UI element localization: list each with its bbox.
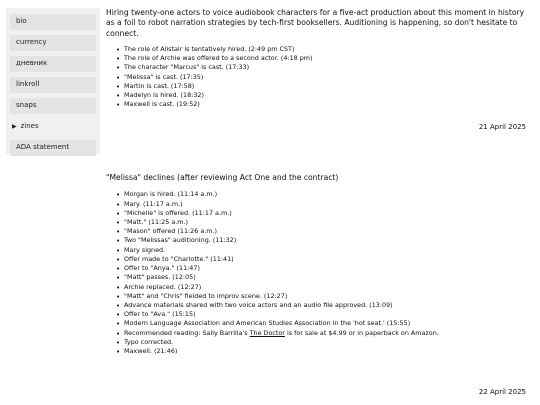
sidebar-item-label: ADA statement [16,143,70,151]
list-item: • Advance materials shared with two voice actors and an audio file approved. (13:09) [116,301,526,310]
post-date: 21 April 2025 [478,123,526,132]
post-intro: Hiring twenty-one actors to voice audiobook characters for a five-act production about this moment in history as a foil to robot narration strategies by tech-first booksellers. Auditioning is happening, so don't hesitate to connect. [106,8,525,38]
post-date: 22 April 2025 [478,388,526,396]
list-item: • Typo corrected. [116,338,526,347]
list-item: • "Mason" offered (11:26 a.m.) [116,227,526,236]
list-item: • Archie replaced. (12:27) [116,283,526,292]
reading-suffix: is for sale at $4.99 or in paperback on Amazon. [284,328,439,337]
list-item: • Offer made to "Charlotte." (11:41) [116,255,526,264]
list-item: • "Matt" passes. (12:05) [116,273,526,282]
list-item: • "Matt" and "Chris" fielded to improv scene. (12:27) [116,292,526,301]
triangle-right-icon: ▶ [12,123,17,130]
list-item: • "Melissa" is cast. (17:35) [116,73,526,82]
sidebar-item-ada-statement[interactable] [10,140,96,156]
sidebar-item-label: linkroll [16,80,40,88]
list-item: • Maxwell. (21:46) [116,347,526,356]
list-item: • Maxwell is cast. (19:52) [116,100,526,109]
list-item: • Two "Melissas" auditioning. (11:32) [116,236,526,245]
sidebar-item-dnevnik[interactable] [10,56,96,72]
list-item: • The role of Archie was offered to a second actor. (4:18 pm) [116,54,526,63]
list-item: • Madelyn is hired. (18:32) [116,91,526,100]
list-item: • "Matt." (11:25 a.m.) [116,218,526,227]
sidebar-item-label: currency [16,38,47,46]
list-item: • "Michelle" is offered. (11:17 a.m.) [116,209,526,218]
sidebar-item-label: дневник [16,59,48,67]
reading-prefix: Recommended reading: Sally Barrilla's [124,328,250,337]
sidebar-item-label: zines [20,122,39,130]
post-intro: "Melissa" declines (after reviewing Act One and the contract) [106,173,339,182]
list-item: • Mary. (11:17 a.m.) [116,200,526,209]
sidebar-item-linkroll[interactable] [10,77,96,93]
sidebar-item-currency[interactable] [10,35,96,51]
sidebar-item-zines[interactable] [10,119,96,135]
list-item: • Mary signed. [116,246,526,255]
sidebar-item-label: bio [16,17,27,25]
list-item: • Martin is cast. (17:58) [116,82,526,91]
sidebar-item-snaps[interactable] [10,98,96,114]
list-item-reading [116,329,526,338]
update-list [106,45,526,110]
post-entry [106,173,526,396]
sidebar [6,8,100,154]
sidebar-item-label: snaps [16,101,37,109]
list-item: • Morgan is hired. (11:14 a.m.) [116,190,526,199]
list-item: • Offer to "Ava." (15:15) [116,310,526,319]
update-list [106,190,526,356]
list-item: • Modern Language Association and American Studies Association in the 'hot seat.' (15:55) [116,319,526,328]
list-item: • The role of Alistair is tentatively hired. (2:49 pm CST) [116,45,526,54]
list-item: • Offer to "Anya." (11:47) [116,264,526,273]
list-item: • The character "Marcus" is cast. (17:33) [116,63,526,72]
sidebar-item-bio[interactable] [10,14,96,30]
post-entry [106,8,526,132]
book-link[interactable]: The Doctor [249,328,285,337]
